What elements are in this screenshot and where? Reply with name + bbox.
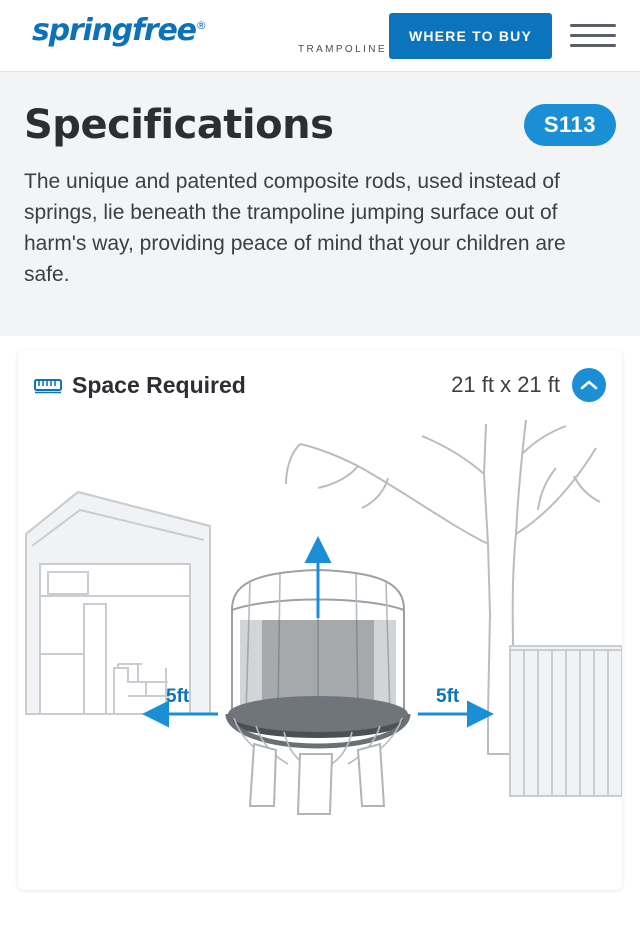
- space-required-header[interactable]: [18, 350, 622, 414]
- fence-graphic: [510, 646, 622, 796]
- clearance-left-label: 5ft: [166, 686, 190, 708]
- hamburger-bar: [570, 24, 616, 27]
- hamburger-bar: [570, 44, 616, 47]
- clearance-right-label: 5ft: [436, 686, 460, 708]
- model-badge: S113: [524, 104, 616, 146]
- logo-text: springfree: [32, 13, 196, 48]
- hamburger-menu-icon[interactable]: [570, 13, 616, 59]
- space-required-value: 21 ft x 21 ft: [451, 372, 560, 398]
- specifications-section: [0, 72, 640, 336]
- site-header: [0, 0, 640, 72]
- space-required-illustration: [18, 414, 622, 874]
- specifications-description: The unique and patented composite rods, used instead of springs, lie beneath the trampoline jumping surface out of harm's way, providing peace of mind that your children are safe.: [24, 170, 566, 287]
- space-required-card: [18, 350, 622, 890]
- page-title: Specifications: [24, 102, 334, 148]
- logo-wordmark: [32, 13, 206, 48]
- hamburger-bar: [570, 34, 616, 37]
- logo-registered-mark: ®: [195, 19, 206, 32]
- ruler-icon: [34, 375, 62, 395]
- space-required-title: Space Required: [72, 371, 246, 398]
- logo[interactable]: [32, 13, 389, 55]
- house-graphic: [26, 492, 210, 714]
- logo-subtext: TRAMPOLINE: [297, 44, 387, 55]
- where-to-buy-button[interactable]: WHERE TO BUY: [389, 13, 552, 59]
- chevron-up-icon[interactable]: [572, 368, 606, 402]
- specifications-header: [24, 102, 616, 148]
